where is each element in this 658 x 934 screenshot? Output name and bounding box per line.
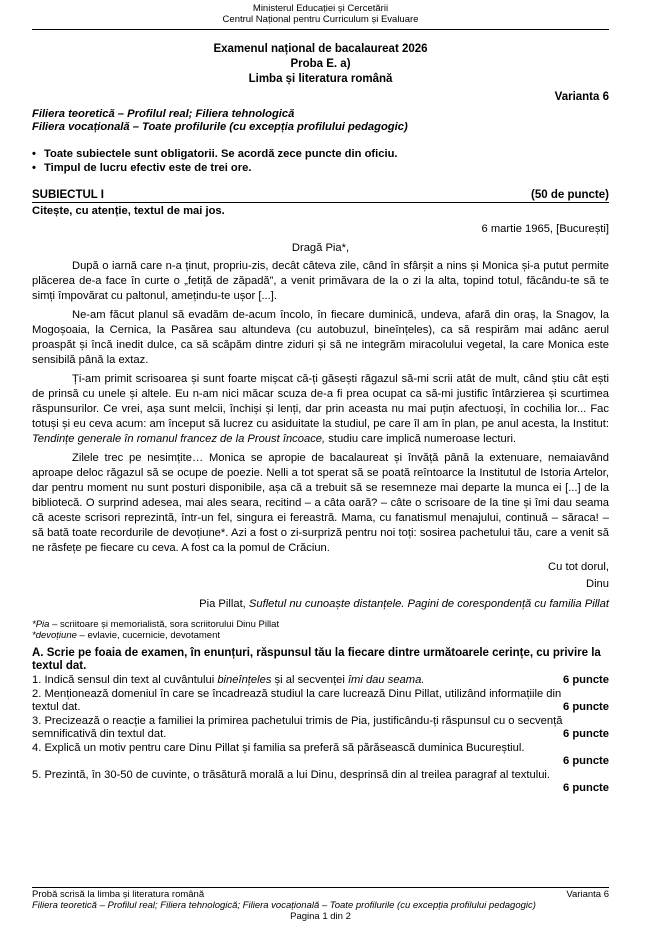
letter-text — [32, 222, 609, 612]
requirement-text: 5. Prezintă, în 30-50 de cuvinte, o trăsătură morală a lui Dinu, desprinsă din al treilea paragraf al textului. — [32, 769, 551, 781]
rule-item: • Timpul de lucru efectiv este de trei ore. — [32, 161, 609, 175]
page-footer — [32, 887, 609, 922]
requirement-word: bineînțeles — [217, 674, 272, 686]
footnote-term: *devoțiune — [32, 630, 77, 641]
requirement-4 — [32, 742, 609, 755]
requirement-phrase: îmi dau seama. — [347, 674, 425, 686]
header-rule — [32, 29, 609, 30]
rule-item: • Toate subiectele sunt obligatorii. Se acordă zece puncte din oficiu. — [32, 147, 609, 161]
general-rules — [32, 147, 609, 175]
footnote-2 — [32, 630, 609, 641]
source-work: Sufletul nu cunoaște distanțele. Pagini de corespondență cu familia Pillat — [248, 598, 609, 610]
filiere-line2: Filiera vocațională – Toate profilurile (cu excepția profilului pedagogic) — [32, 121, 408, 133]
exam-title-line3: Limba și literatura română — [248, 73, 393, 85]
footer-row — [32, 889, 609, 900]
requirement-points: 6 puncte — [562, 782, 609, 794]
requirements-heading: A. Scrie pe foaia de examen, în enunțuri, răspunsul tău la fiecare dintre următoarele cerințe, cu privire la textul dat. — [32, 647, 601, 672]
page-number: Pagina 1 din 2 — [290, 911, 351, 922]
requirement-points: 6 puncte — [562, 755, 609, 767]
exam-title — [32, 42, 609, 87]
ministry-name: Ministerul Educației și Cercetării — [252, 3, 389, 14]
requirement-text: 1. Indică sensul din text al cuvântului — [32, 674, 218, 686]
requirement-2 — [32, 688, 609, 714]
footnote-1 — [32, 619, 609, 630]
paragraph-3-end: studiu care implică numeroase lecturi. — [325, 433, 517, 445]
reading-instruction: Citește, cu atenție, textul de mai jos. — [32, 205, 225, 217]
letter-paragraph-4: Zilele trec pe nesimțite… Monica se apropie de bacalaureat și învăță până la extenuare, nemaiavând aproape deloc răgazul să se ocupe de poezie. Nelli a tot sperat să se poată reîntoarce la Institutul de Istoria Artelor, dar pentru moment nu sunt posturi disponibile, așa că a trebuit să se resemneze mai departe la munca ei [...] de la bibliotecă. O surprind adesea, mai ales seara, recitind – a câta oară? – câte o scrisoare de la tine și îmi dau seama că aceste scrisori reprezintă, într-un fel, singura ei fereastră. Mama, cu fanatismul menajului, continuă – săraca! – să bată toate recordurile de devoțiune*. Azi a fost o zi-surpriză pentru noi toți: sosirea pachetului tău, care a venit să ne răsfețe pe fiecare cu ceva. A fost ca la pomul de Crăciun. — [32, 452, 609, 554]
variant-label: Varianta 6 — [554, 91, 609, 103]
letter-paragraph-3 — [32, 372, 609, 447]
subject-heading — [32, 188, 609, 203]
footnote-text: – scriitoare și memorialistă, sora scriitorului Dinu Pillat — [49, 619, 280, 630]
letter-paragraph-2: Ne-am făcut planul să evadăm de-acum încolo, în fiecare duminică, undeva, afară din oraș, la Snagov, la Mogoșoaia, la Cernica, la Pasărea sau altundeva (cu autobuzul, bineînțeles), ca să respirăm mai adânc aerul proaspăt și încă inedit dulce, ca să scăpăm dintre ziduri și să ne integrăm miracolului vegetal, la care Monica este sensibilă până la extaz. — [32, 309, 609, 366]
center-name: Centrul Național pentru Curriculum și Evaluare — [222, 14, 419, 25]
requirement-text: și al secvenței — [271, 674, 348, 686]
filiere-block — [32, 108, 609, 134]
study-title: Tendințe generale în romanul francez de la Proust încoace, — [32, 433, 326, 445]
requirement-points: 6 puncte — [562, 701, 609, 713]
letter-signature — [32, 559, 609, 593]
footnotes — [32, 619, 609, 641]
letter-paragraph-1: După o iarnă care n-a ținut, propriu-zis, decât câteva zile, când în sfârșit a nins și Monica și-a putut permite plăcerea de-a face în curte o „fetiță de zăpadă”, a venit primăvara de la o zi la alta, topind totul, făcându-te să te simți împovărat cu paltonul, amețindu-te ușor [...]. — [32, 260, 609, 302]
requirement-points: 6 puncte — [562, 674, 609, 686]
footer-exam-name: Probă scrisă la limba și literatura română — [32, 889, 205, 900]
requirement-text: 2. Menționează domeniul în care se încadrează studiul la care lucrează Dinu Pillat, utilizând informațiile din textul dat. — [32, 688, 562, 713]
source-citation — [32, 597, 609, 612]
requirement-5 — [32, 769, 609, 782]
page-header — [32, 3, 609, 25]
letter-author-name: Dinu — [585, 578, 609, 590]
footer-filiere: Filiera teoretică – Profilul real; Filiera tehnologică; Filiera vocațională – Toate profilurile (cu excepția profilului pedagogic) — [32, 900, 536, 911]
requirements-list — [32, 674, 609, 795]
footnote-text: – evlavie, cucernicie, devotament — [76, 630, 221, 641]
requirement-points: 6 puncte — [562, 728, 609, 740]
exam-title-line2: Proba E. a) — [290, 58, 351, 70]
exam-page — [32, 0, 609, 795]
subject-points: (50 de puncte) — [531, 189, 609, 201]
exam-title-line1: Examenul național de bacalaureat 2026 — [213, 43, 428, 55]
paragraph-3-text: Ți-am primit scrisoarea și sunt foarte mișcat că-ți găsești răgazul să-mi scrii atât de mult, când știu cât ești de prinsă cu unele și altele. Eu n-am nici măcar scuza de-a fi prea ocupat ca să-mi justific întârzierea și scurtimea răspunsurilor. Ce vrei, așa sunt melcii, închiși și lenți, dar prin aceasta nu mai puțin afectuoși, în cochilia lor... Fac totuși și eu ceva acum: am început să lucrez cu asiduitate la studiul, pe care îl am în plan, pe anul acesta, la Institut: — [32, 373, 609, 430]
subject-title: SUBIECTUL I — [32, 189, 104, 201]
letter-closing: Cu tot dorul, — [548, 561, 609, 573]
requirement-1 — [32, 674, 609, 687]
filiere-line1: Filiera teoretică – Profilul real; Filiera tehnologică — [32, 108, 295, 120]
source-author: Pia Pillat, — [199, 598, 249, 610]
footer-variant: Varianta 6 — [566, 889, 609, 900]
letter-greeting: Dragă Pia*, — [291, 242, 350, 254]
letter-date: 6 martie 1965, [București] — [481, 223, 609, 235]
requirement-text: 4. Explică un motiv pentru care Dinu Pillat și familia sa preferă să părăsească duminica Bucureștiul. — [32, 742, 525, 754]
footnote-term: *Pia — [32, 619, 50, 630]
requirement-3 — [32, 715, 609, 741]
requirement-text: 3. Precizează o reacție a familiei la primirea pachetului trimis de Pia, justificându-ți răspunsul cu o secvență semnificativă din textul dat. — [32, 715, 563, 740]
